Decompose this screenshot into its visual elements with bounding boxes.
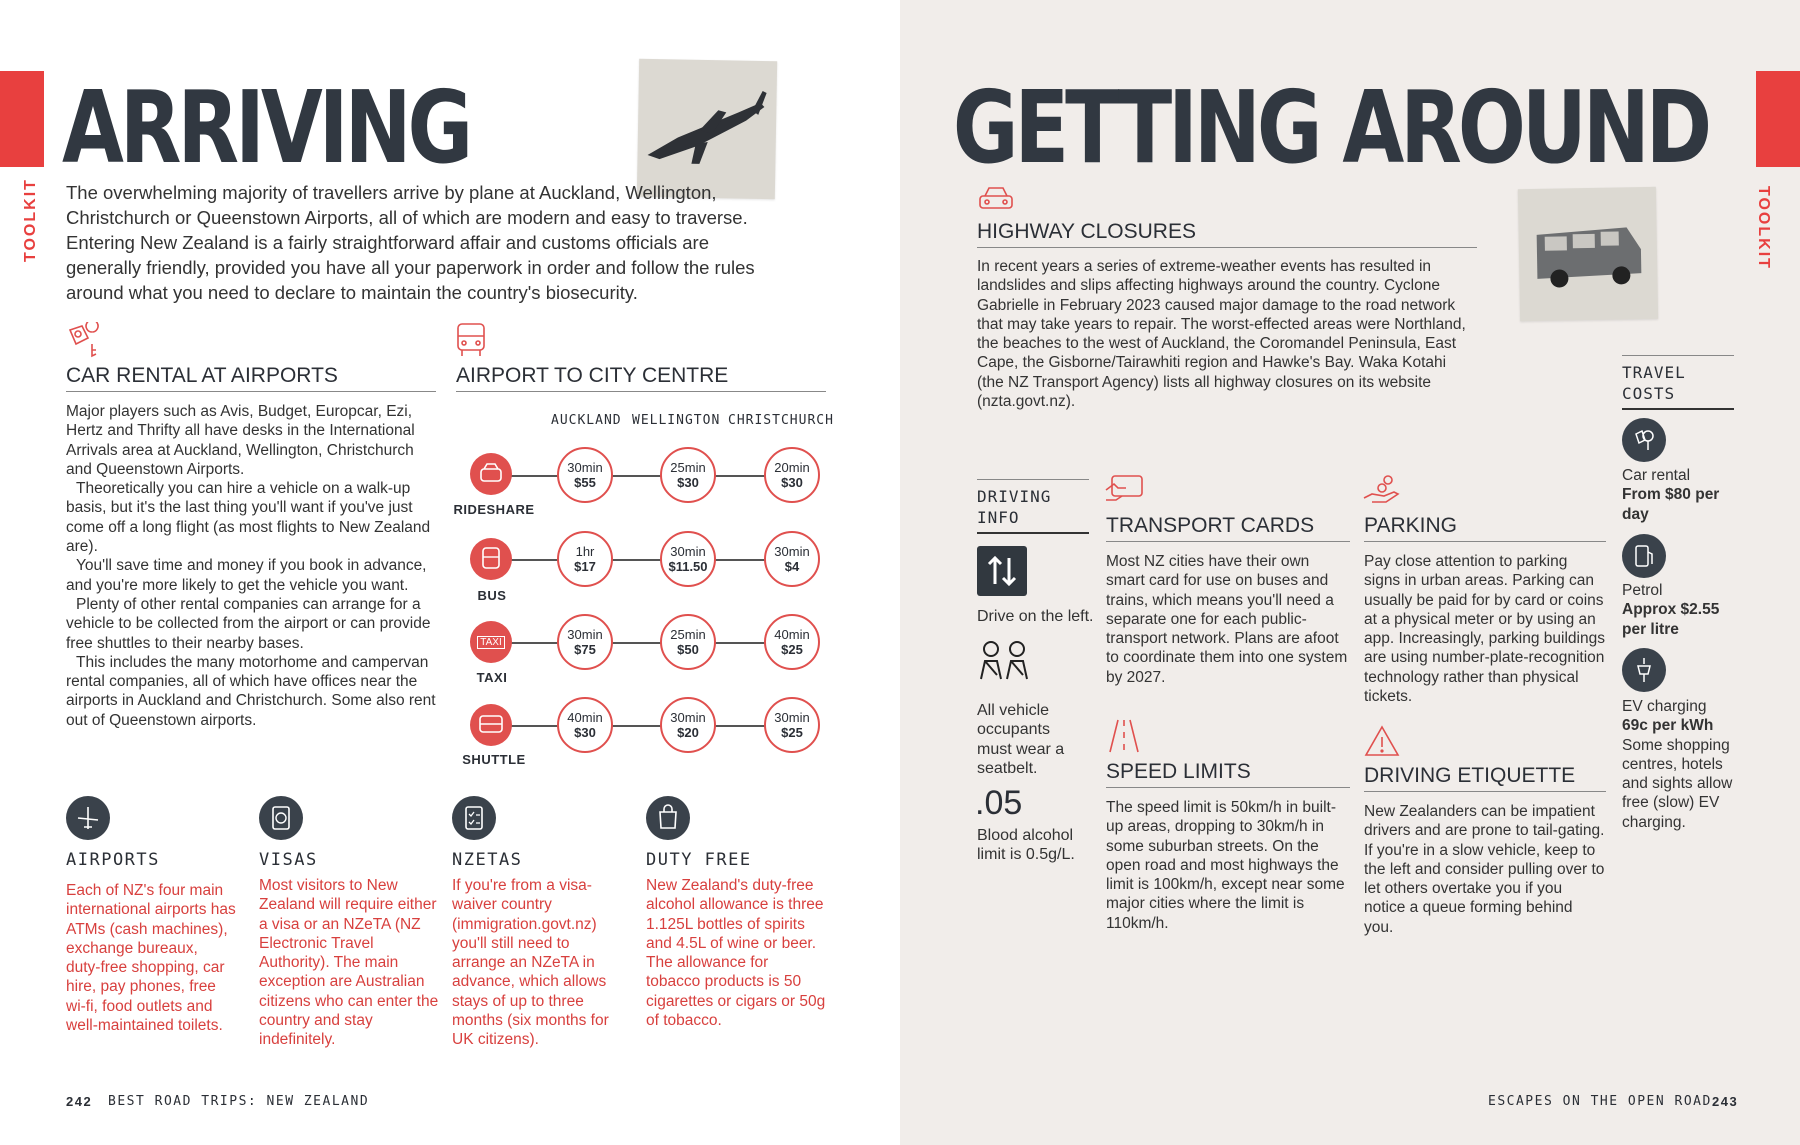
toolkit-label: TOOLKIT — [1755, 186, 1772, 270]
footer-title: ESCAPES ON THE OPEN ROAD — [1488, 1094, 1712, 1109]
rideshare-mode-icon — [470, 453, 512, 495]
node-time: 40min — [774, 627, 810, 642]
intro-paragraph: The overwhelming majority of travellers arrive by plane at Auckland, Wellington, Christchurch or Queenstown Airports, all of which are modern and easy to traverse. Entering New Zealand is a fairly straightforward affair and customs officials are generally friendly, provided you have all your paperwork in order and follow the rules around what you need to declare to maintain the country's biosecurity. — [66, 182, 755, 303]
driving-etiquette-text: New Zealanders can be impatient drivers and are prone to tail-gating. If you're in a slow vehicle, keep to the left and consider pulling over to let others overtake you if you notice a queue forming behind you. — [1364, 803, 1605, 936]
airport-city-heading: AIRPORT TO CITY CENTRE — [456, 364, 826, 392]
route-node — [557, 697, 613, 753]
row-connector — [508, 642, 808, 644]
toolkit-label: TOOLKIT — [22, 178, 39, 262]
accent-bar — [1756, 71, 1800, 167]
row-connector — [508, 559, 808, 561]
node-time: 40min — [567, 710, 603, 725]
footer-title: BEST ROAD TRIPS: NEW ZEALAND — [108, 1094, 370, 1109]
node-price: $30 — [677, 475, 699, 490]
node-price: $4 — [784, 559, 800, 574]
visas-text: Most visitors to New Zealand will require either a visa or an NZeTA (NZ Electronic Travel Authority). The main exception are Australian citizens who can enter the country and stay indefinitely. — [259, 877, 439, 1049]
drive-side-text: Drive on the left. — [977, 608, 1094, 625]
road-icon — [1104, 716, 1144, 761]
car-cost-value: From $80 per day — [1622, 486, 1720, 523]
node-price: $11.50 — [668, 559, 708, 574]
transport-cards-heading: TRANSPORT CARDS — [1106, 514, 1350, 542]
node-time: 30min — [670, 710, 706, 725]
car-icon — [976, 184, 1016, 219]
node-price: $25 — [781, 725, 803, 740]
route-node — [660, 614, 716, 670]
node-time: 30min — [774, 544, 810, 559]
ev-cost-label: EV charging — [1622, 698, 1707, 715]
fuel-pump-icon — [1622, 534, 1666, 578]
row-connector — [508, 725, 808, 727]
ev-cost — [1622, 697, 1738, 832]
col-auckland: AUCKLAND — [551, 413, 622, 428]
node-time: 30min — [567, 627, 603, 642]
mode-label: TAXI — [476, 670, 508, 685]
campervan-photo — [1518, 187, 1658, 321]
page-title: ARRIVING — [62, 69, 470, 186]
car-rental-p4: Plenty of other rental companies can arrange for a vehicle to be collected from the airport or can provide free shuttles to their nearby bases. — [66, 595, 431, 652]
node-time: 30min — [774, 710, 810, 725]
route-node — [660, 447, 716, 503]
car-cost-label: Car rental — [1622, 467, 1691, 484]
nzetas-text: If you're from a visa-waiver country (immigration.govt.nz) you'll still need to arrange an NZeTA in advance, which allows stays of up to three months (six months for UK citizens). — [452, 877, 609, 1049]
accent-bar — [0, 71, 44, 167]
petrol-cost-value: Approx $2.55 per litre — [1622, 601, 1720, 638]
driving-etiquette-heading: DRIVING ETIQUETTE — [1364, 764, 1606, 792]
node-time: 20min — [774, 460, 810, 475]
nzetas-heading: NZETAS — [452, 850, 523, 870]
visas-heading: VISAS — [259, 850, 318, 870]
shuttle-mode-icon — [470, 704, 512, 746]
duty-free-heading: DUTY FREE — [646, 850, 752, 870]
airports-text: Each of NZ's four main international airports has ATMs (cash machines), exchange bureaux, duty-free shopping, car hire, pay phones, free wi-fi, food outlets and well-maintained toilets. — [66, 882, 236, 1035]
campervan-icon — [1518, 187, 1658, 321]
highway-text: In recent years a series of extreme-weather events has resulted in landslides and slips affecting highways around the country. Cyclone Gabrielle in February 2023 caused major damage to the road network that may take years to repair. The worst-effected areas were Northland, the beaches to the west of Auckland, the Coromandel Peninsula, East Cape, the Gisborne/Tairawhiti region and Hawke's Bay. Waka Kotahi (the NZ Transport Agency) lists all highway closures on its website (nzta.govt.nz). — [977, 258, 1466, 411]
node-price: $55 — [574, 475, 596, 490]
node-time: 25min — [670, 460, 706, 475]
alcohol-text: Blood alcohol limit is 0.5g/L. — [977, 827, 1075, 864]
col-wellington: WELLINGTON — [632, 413, 721, 428]
car-rental-heading: CAR RENTAL AT AIRPORTS — [66, 364, 436, 392]
page-title: GETTING AROUND — [952, 69, 1708, 186]
parking-heading: PARKING — [1364, 514, 1606, 542]
petrol-cost-label: Petrol — [1622, 582, 1663, 599]
driving-info-heading: DRIVING INFO — [977, 479, 1089, 534]
taxi-mode-icon — [470, 621, 512, 663]
node-time: 1hr — [575, 544, 595, 559]
node-price: $30 — [574, 725, 596, 740]
coin-hand-icon — [1362, 472, 1402, 511]
page-number: 243 — [1712, 1094, 1739, 1109]
route-node — [660, 697, 716, 753]
keep-left-icon — [977, 546, 1027, 596]
highway-heading: HIGHWAY CLOSURES — [977, 220, 1477, 248]
car-rental-p5: This includes the many motorhome and campervan rental companies, all of which have offices near the airports in Auckland and Christchurch. Some also rent out of Queenstown airports. — [66, 653, 436, 729]
node-price: $20 — [677, 725, 699, 740]
taxi-sign: TAXI — [477, 636, 504, 649]
speed-limits-heading: SPEED LIMITS — [1106, 760, 1350, 788]
airports-heading: AIRPORTS — [66, 850, 160, 870]
bus-icon — [454, 322, 488, 363]
node-price: $50 — [677, 642, 699, 657]
route-node — [557, 614, 613, 670]
route-node — [764, 697, 820, 753]
car-rental-p2: Theoretically you can hire a vehicle on a walk-up basis, but it's the last thing you'll want if you've just come off a long flight (as most flights to New Zealand are). — [66, 480, 431, 556]
travel-costs-heading: TRAVEL COSTS — [1622, 355, 1734, 410]
airport-icon — [66, 796, 110, 840]
alcohol-value: .05 — [975, 784, 1023, 822]
col-christchurch: CHRISTCHURCH — [728, 413, 834, 428]
row-connector — [508, 475, 808, 477]
route-node — [764, 531, 820, 587]
warning-icon — [1362, 723, 1402, 764]
bus-mode-icon — [470, 538, 512, 580]
petrol-cost — [1622, 581, 1738, 639]
car-rental-text — [66, 402, 436, 730]
card-icon — [1104, 472, 1144, 511]
duty-free-text: New Zealand's duty-free alcohol allowance is three 1.125L bottles of spirits and 4.5L of wine or beer. The allowance for tobacco products is 50 cigarettes or cigars or 50g of tobacco. — [646, 877, 826, 1030]
node-price: $30 — [781, 475, 803, 490]
parking-text: Pay close attention to parking signs in urban areas. Parking can usually be paid for by card or coins at a physical meter or by using an app. Increasingly, parking buildings are using number-plate-recognition technology rather than physical tickets. — [1364, 553, 1605, 706]
node-time: 25min — [670, 627, 706, 642]
node-time: 30min — [567, 460, 603, 475]
car-rental-p1: Major players such as Avis, Budget, Europcar, Ezi, Hertz and Thrifty all have desks in the International Arrivals area at Auckland, Wellington, Christchurch and Queenstown Airports. — [66, 403, 415, 478]
mode-label: SHUTTLE — [462, 752, 526, 767]
ev-charger-icon — [1622, 648, 1666, 692]
shopping-bag-icon — [646, 796, 690, 840]
mode-label: BUS — [477, 588, 507, 603]
car-key-icon — [64, 322, 104, 363]
ev-cost-note: Some shopping centres, hotels and sights allow free (slow) EV charging. — [1622, 736, 1733, 831]
route-node — [764, 447, 820, 503]
car-cost — [1622, 466, 1738, 524]
checklist-icon — [452, 796, 496, 840]
route-node — [557, 447, 613, 503]
seatbelt-text: All vehicle occupants must wear a seatbelt. — [977, 702, 1065, 777]
route-node — [764, 614, 820, 670]
mode-label: RIDESHARE — [453, 502, 535, 517]
seatbelt-icon — [977, 639, 1033, 696]
node-price: $17 — [574, 559, 596, 574]
transport-cards-text: Most NZ cities have their own smart card for use on buses and trains, which means you'll need a separate one for each public-transport network. Plans are afoot to coordinate them into one system by 2027. — [1106, 553, 1348, 686]
airplane-icon — [637, 59, 777, 199]
route-node — [557, 531, 613, 587]
node-price: $75 — [574, 642, 596, 657]
airplane-photo — [637, 59, 777, 199]
right-page — [900, 0, 1800, 1145]
car-key-cost-icon — [1622, 418, 1666, 462]
node-price: $25 — [781, 642, 803, 657]
page-number: 242 — [66, 1094, 93, 1109]
passport-icon — [259, 796, 303, 840]
car-rental-p3: You'll save time and money if you book in advance, and you're more likely to get the vehicle you want. — [66, 557, 427, 594]
node-time: 30min — [670, 544, 706, 559]
speed-limits-text: The speed limit is 50km/h in built-up areas, dropping to 30km/h in some suburban streets. On the open road and most highways the limit is 100km/h, except near some major cities where the limit is 110km/h. — [1106, 799, 1345, 932]
route-node — [660, 531, 716, 587]
ev-cost-value: 69c per kWh — [1622, 717, 1714, 735]
